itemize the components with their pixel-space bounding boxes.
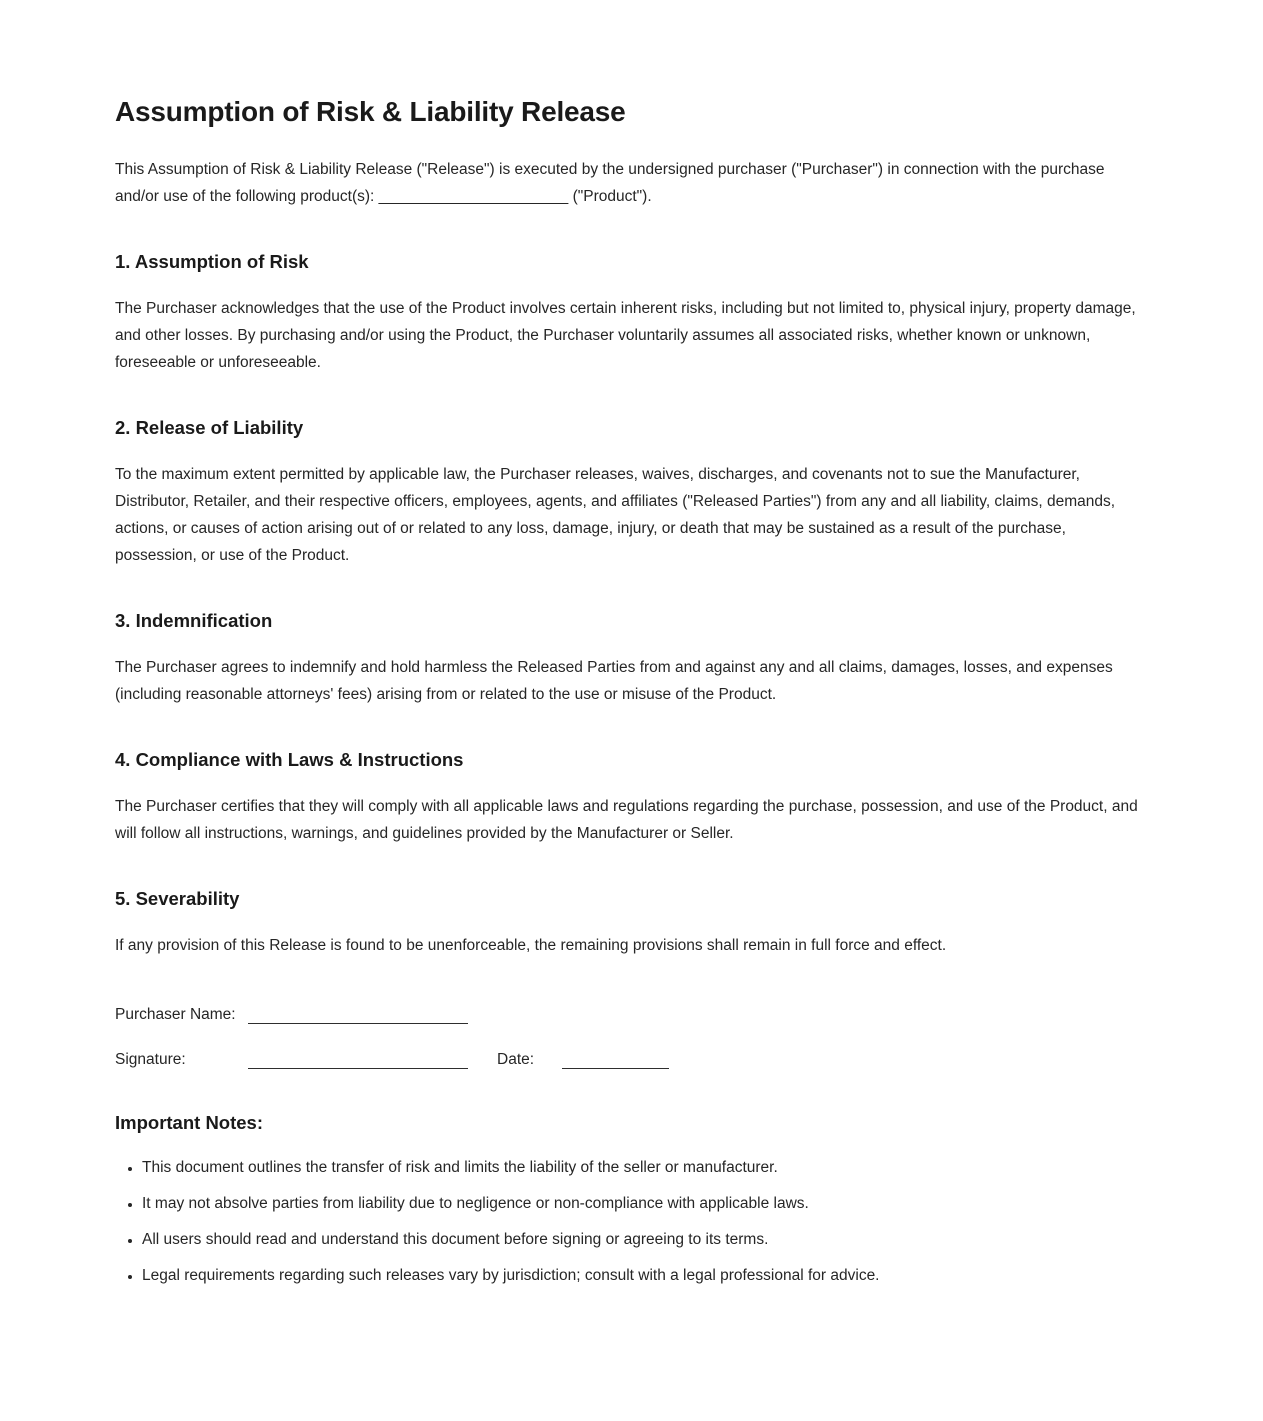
page-title: Assumption of Risk & Liability Release	[115, 96, 626, 127]
purchaser-name-label: Purchaser Name:	[115, 1006, 236, 1023]
section-severability	[115, 887, 1148, 959]
section-heading-2: 2. Release of Liability	[115, 417, 304, 438]
section-body-1: The Purchaser acknowledges that the use of the Product involves certain inherent risks, including but not limited to, physical injury, property damage, and other losses. By purchasing and/or using the Product, the Purchaser voluntarily assumes all associated risks, whether known or unknown, foreseeable or unforeseeable.	[115, 300, 1136, 371]
note-item-2: • It may not absolve parties from liability due to negligence or non-compliance with applicable laws.	[142, 1193, 1148, 1214]
intro-paragraph: This Assumption of Risk & Liability Release ("Release") is executed by the undersigned purchaser ("Purchaser") in connection with the purchase and/or use of the following product(s): ______________________ ("Product").	[115, 161, 1105, 205]
section-heading-4: 4. Compliance with Laws & Instructions	[115, 749, 464, 770]
section-release-of-liability	[115, 416, 1148, 569]
section-compliance	[115, 748, 1148, 847]
section-heading-3: 3. Indemnification	[115, 610, 273, 631]
important-notes-section	[115, 1111, 1148, 1286]
section-body-2: To the maximum extent permitted by applicable law, the Purchaser releases, waives, discharges, and covenants not to sue the Manufacturer, Distributor, Retailer, and their respective officers, employees, agents, and affiliates ("Released Parties") from any and all liability, claims, demands, actions, or causes of action arising out of or related to any loss, damage, injury, or death that may be sustained as a result of the purchase, possession, or use of the Product.	[115, 466, 1116, 564]
date-blank-line	[562, 1047, 669, 1069]
section-heading-5: 5. Severability	[115, 888, 240, 909]
purchaser-name-row	[115, 999, 1148, 1024]
purchaser-name-blank-line	[248, 1002, 468, 1024]
important-notes-heading: Important Notes:	[115, 1112, 263, 1133]
section-heading-1: 1. Assumption of Risk	[115, 251, 309, 272]
signature-date-row	[115, 1044, 1148, 1069]
section-body-5: If any provision of this Release is found to be unenforceable, the remaining provisions shall remain in full force and effect.	[115, 937, 947, 954]
note-item-4: • Legal requirements regarding such releases vary by jurisdiction; consult with a legal professional for advice.	[142, 1265, 1148, 1286]
signature-label: Signature:	[115, 1051, 186, 1068]
signature-blank-line	[248, 1047, 468, 1069]
date-label: Date:	[497, 1051, 535, 1068]
note-item-3: • All users should read and understand this document before signing or agreeing to its terms.	[142, 1229, 1148, 1250]
section-body-4: The Purchaser certifies that they will comply with all applicable laws and regulations regarding the purchase, possession, and use of the Product, and will follow all instructions, warnings, and guidelines provided by the Manufacturer or Seller.	[115, 798, 1138, 842]
section-assumption-of-risk	[115, 250, 1148, 376]
signature-block	[115, 999, 1148, 1069]
important-notes-list	[115, 1157, 1148, 1286]
section-indemnification	[115, 609, 1148, 708]
section-body-3: The Purchaser agrees to indemnify and hold harmless the Released Parties from and against any and all claims, damages, losses, and expenses (including reasonable attorneys' fees) arising from or related to the use or misuse of the Product.	[115, 659, 1113, 703]
note-item-1: • This document outlines the transfer of risk and limits the liability of the seller or manufacturer.	[142, 1157, 1148, 1178]
